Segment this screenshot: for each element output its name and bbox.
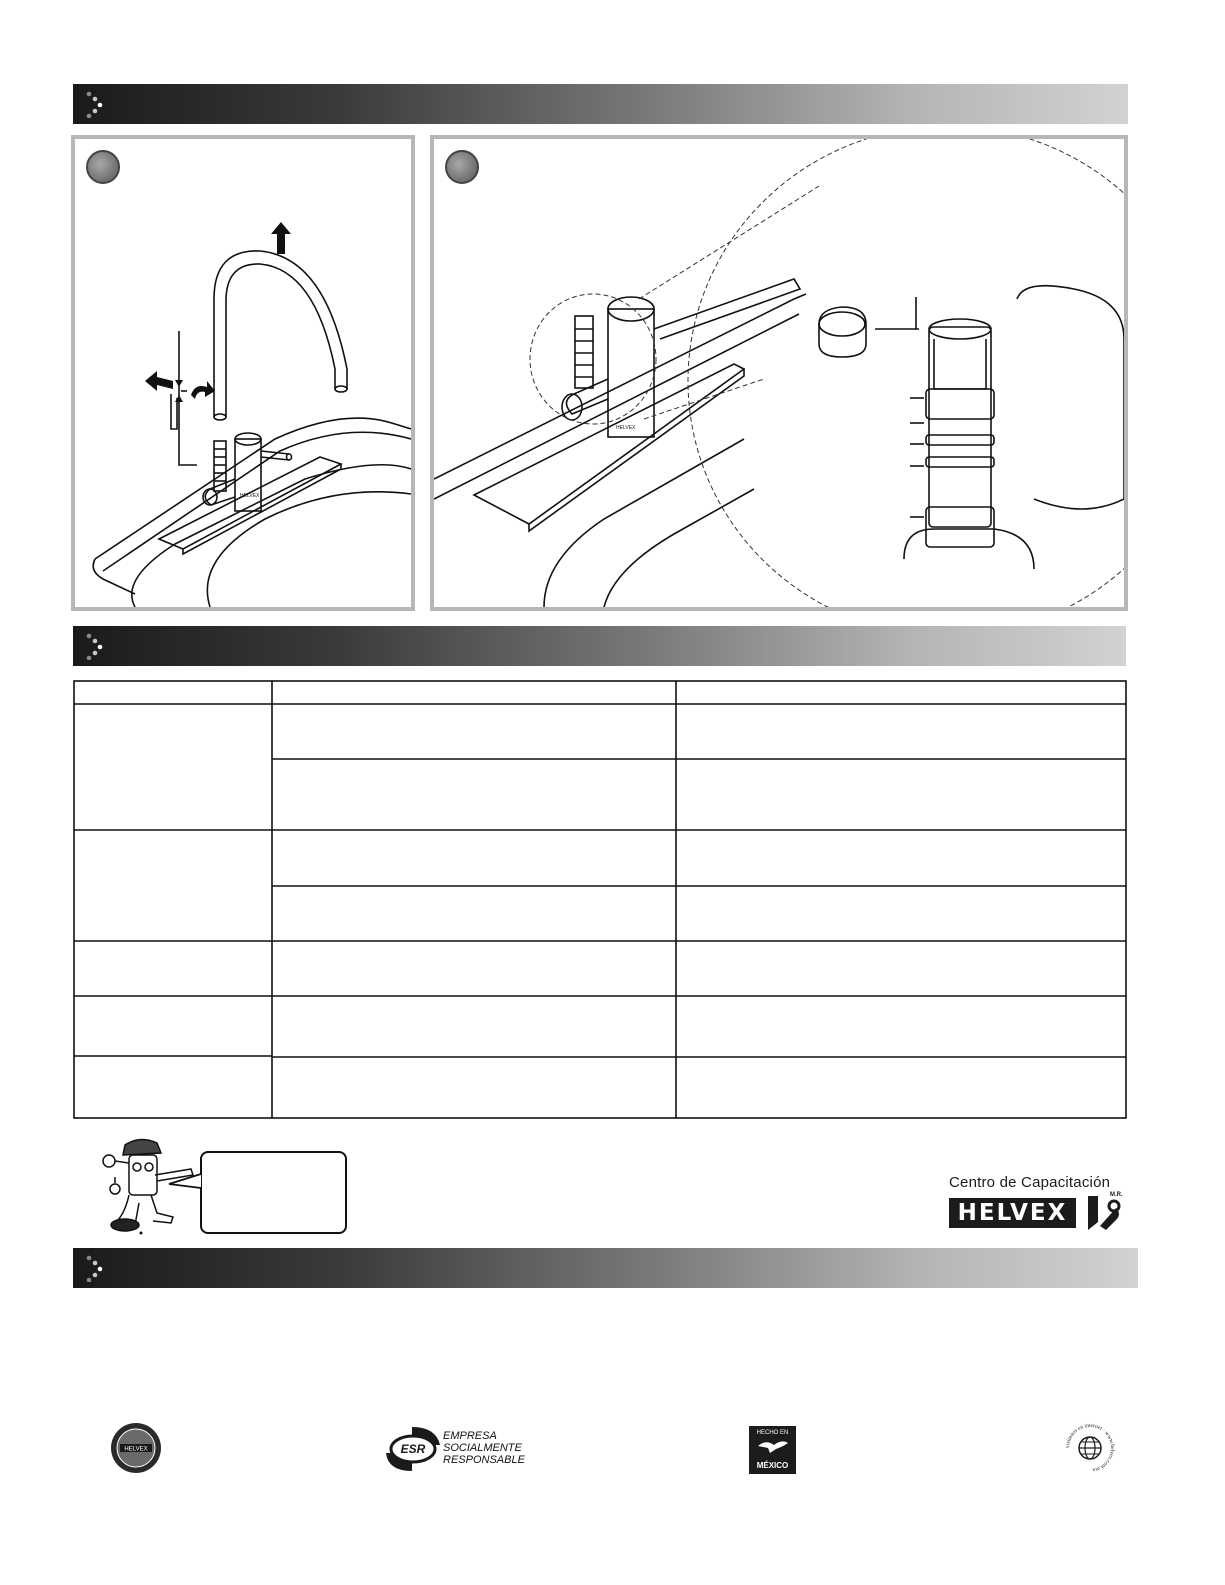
helvex-logo-mark-icon (1086, 1196, 1122, 1230)
esr-line-1: EMPRESA (443, 1430, 497, 1442)
section-header-band-installation (73, 84, 1128, 124)
bullet-dots-icon (83, 632, 111, 660)
esr-line-3: RESPONSABLE (443, 1454, 525, 1466)
svg-text:visítenos en internet · www.he: visítenos en internet · www.helvex.com.mx (1064, 1422, 1116, 1473)
cartridge-detail-illustration (434, 139, 1124, 607)
installation-step-panel-2 (430, 135, 1128, 611)
installation-step-panel-1 (71, 135, 415, 611)
svg-text:HELVEX: HELVEX (124, 1446, 148, 1453)
training-center-caption: Centro de Capacitación (949, 1174, 1111, 1191)
made-in-top-text: HECHO EN (756, 1430, 789, 1436)
made-in-mexico-badge (749, 1426, 796, 1474)
troubleshooting-table (73, 680, 1127, 1119)
eagle-icon (756, 1437, 790, 1455)
rotate-arrow-icon (191, 381, 215, 399)
section-header-band-troubleshooting (73, 626, 1126, 666)
trademark-mark: M.R. (1110, 1192, 1123, 1198)
esr-line-2: SOCIALMENTE (443, 1442, 522, 1454)
speech-bubble-tail (165, 1170, 205, 1200)
section-header-band-footer (73, 1248, 1138, 1288)
esr-words (443, 1430, 525, 1466)
faucet-brand-mark: HELVEX (240, 493, 260, 499)
table-grid-lines (73, 680, 1127, 1119)
up-arrow-icon (271, 222, 291, 254)
quality-seal-logo (110, 1422, 162, 1474)
bullet-dots-icon (83, 1254, 111, 1282)
faucet-brand-mark-detail: HELVEX (616, 425, 636, 431)
left-arrow-icon (145, 371, 173, 391)
website-globe-logo (1063, 1421, 1117, 1475)
made-in-bottom-text: MÉXICO (756, 1461, 789, 1470)
esr-logo (384, 1425, 442, 1473)
bullet-dots-icon (83, 90, 111, 118)
helvex-logo: HELVEX (949, 1198, 1076, 1228)
help-speech-bubble (200, 1151, 347, 1234)
faucet-removal-illustration (75, 139, 411, 607)
svg-text:ESR: ESR (400, 1442, 426, 1456)
